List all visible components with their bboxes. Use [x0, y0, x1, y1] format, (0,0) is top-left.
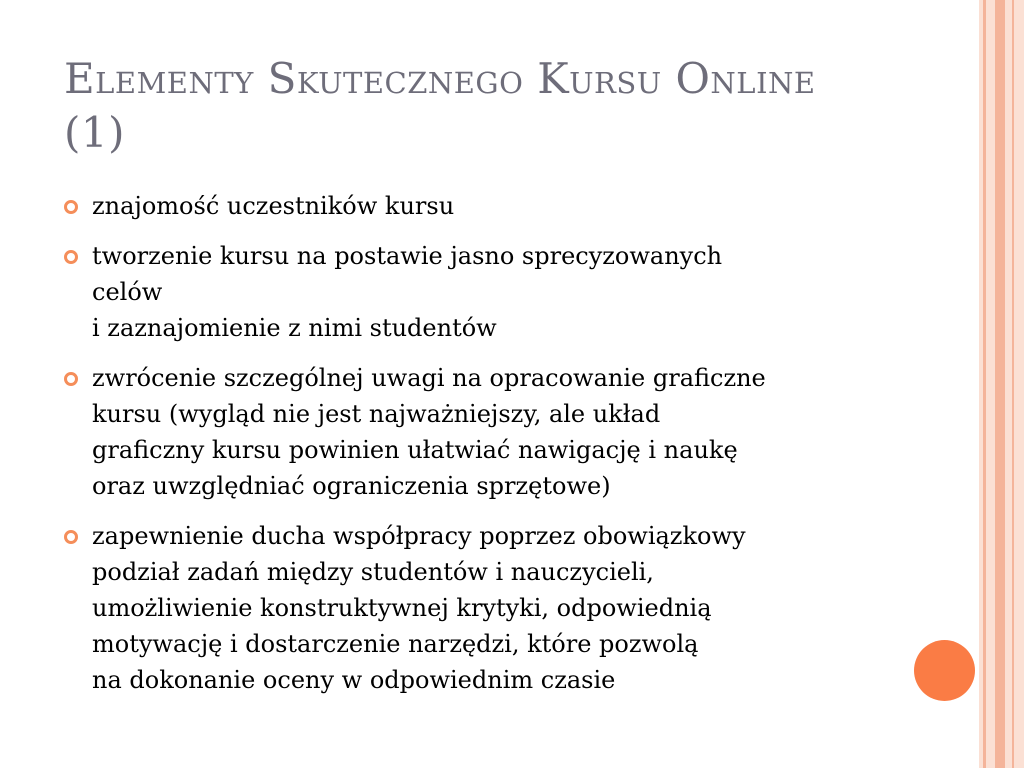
bullet-text-line: i zaznajomienie z nimi studentów — [92, 314, 497, 342]
bullet-text-line: zapewnienie ducha współpracy poprzez obowiązkowy — [92, 522, 746, 550]
bullet-ring-icon — [64, 250, 78, 264]
bullet-text-line: zwrócenie szczególnej uwagi na opracowanie graficzne — [92, 364, 766, 392]
bullet-ring-icon — [64, 530, 78, 544]
slide-title — [64, 52, 924, 160]
bullet-text-line: graficzny kursu powinien ułatwiać nawigację i naukę — [92, 436, 738, 464]
slide-title-line: (1) — [64, 108, 125, 157]
bullet-text-line: tworzenie kursu na postawie jasno sprecyzowanych — [92, 242, 723, 270]
decorative-stripe-mid — [995, 0, 1005, 768]
bullet-text-line: na dokonanie oceny w odpowiednim czasie — [92, 666, 616, 694]
bullet-text-line: oraz uwzględniać ograniczenia sprzętowe) — [92, 472, 611, 500]
decorative-orange-circle — [914, 640, 975, 701]
bullet-text-line: podział zadań między studentów i nauczycieli, — [92, 558, 654, 586]
decorative-stripe-inner-line — [983, 0, 986, 768]
bullet-ring-icon — [64, 200, 78, 214]
bullet-item — [62, 238, 862, 346]
bullet-text-line: umożliwienie konstruktywnej krytyki, odpowiednią — [92, 594, 712, 622]
decorative-stripe-outer-line — [1012, 0, 1014, 768]
bullet-item — [62, 518, 862, 698]
bullet-text-line: celów — [92, 278, 163, 306]
bullet-list — [62, 188, 862, 712]
bullet-ring-icon — [64, 372, 78, 386]
bullet-item — [62, 360, 862, 504]
bullet-text-line: motywację i dostarczenie narzędzi, które pozwolą — [92, 630, 699, 658]
bullet-text-line: znajomość uczestników kursu — [92, 192, 455, 220]
bullet-item — [62, 188, 862, 224]
slide-title-line: Elementy Skutecznego Kursu Online — [64, 54, 816, 103]
bullet-text-line: kursu (wygląd nie jest najważniejszy, ale układ — [92, 400, 661, 428]
